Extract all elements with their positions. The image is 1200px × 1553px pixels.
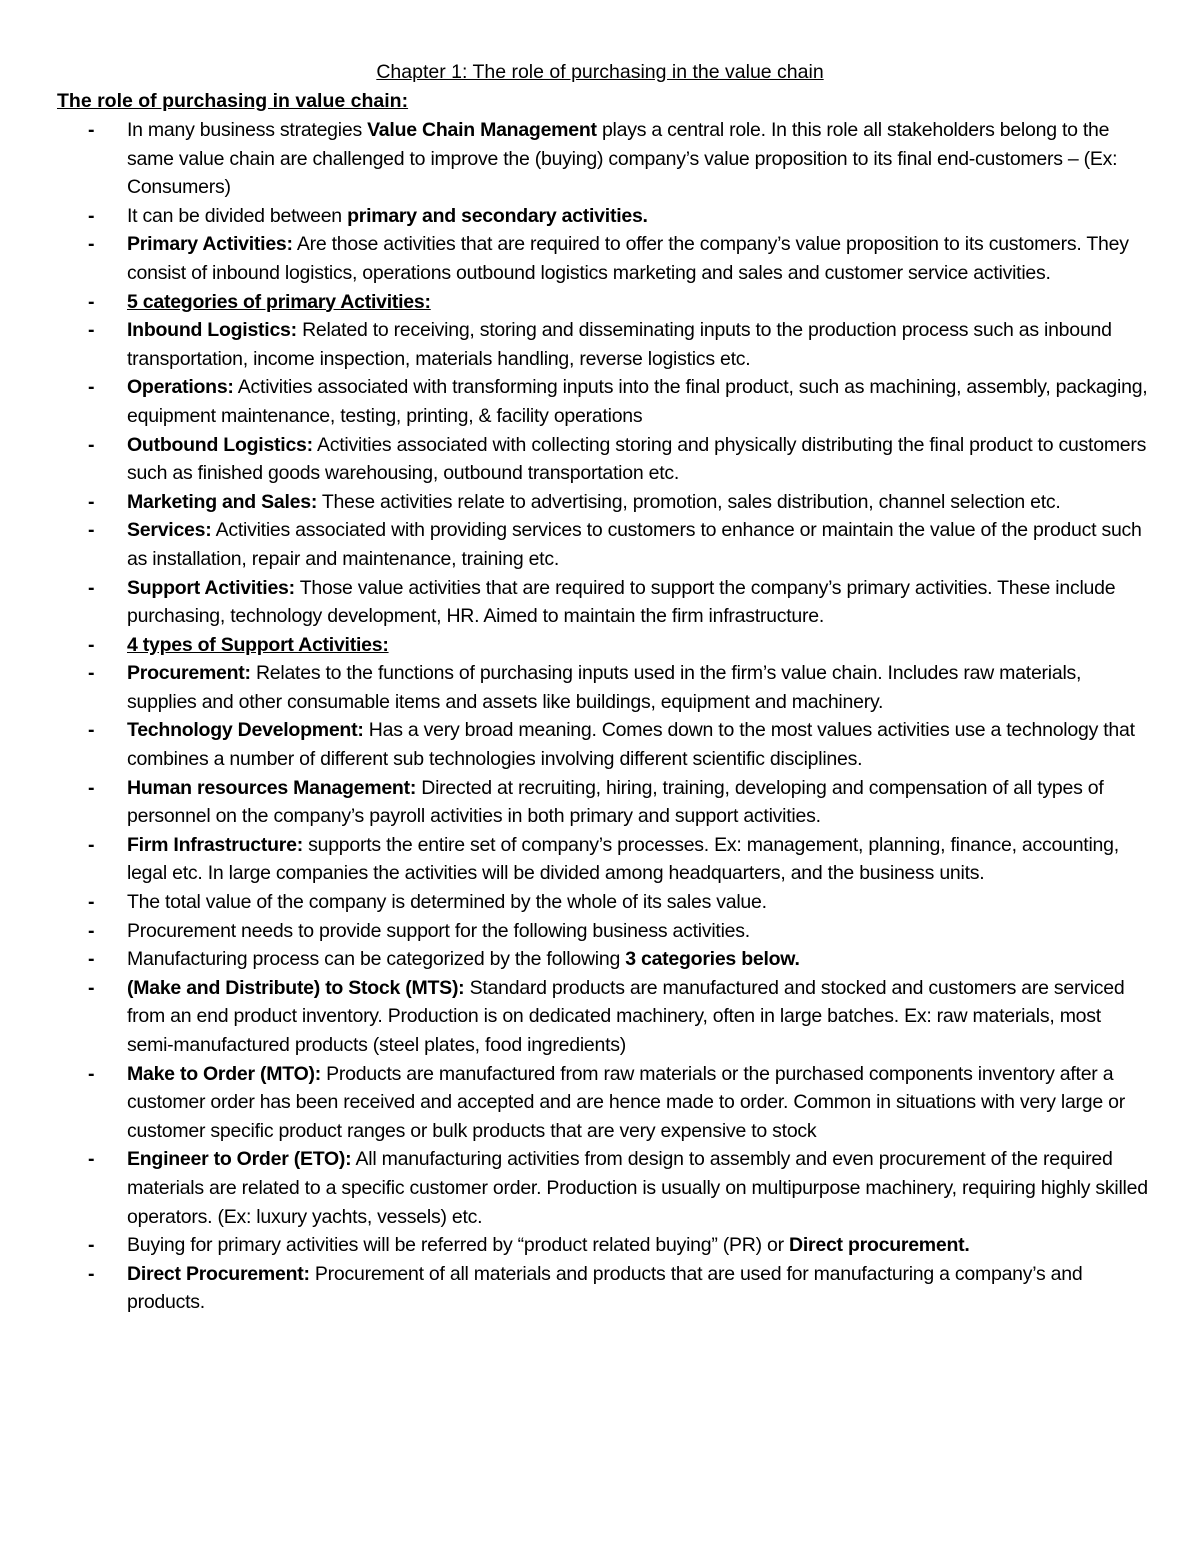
- list-item: - Engineer to Order (ETO): All manufacturing activities from design to assembly and even procurement of the required materials are related to a specific customer order. Production is usually on multipurpose machinery, requiring highly skilled operators. (Ex: luxury yachts, vessels) etc.: [0, 1145, 1200, 1231]
- list-item-subheading: - 4 types of Support Activities:: [0, 631, 1200, 660]
- list-item: - In many business strategies Value Chain Management plays a central role. In this role all stakeholders belong to the same value chain are challenged to improve the (buying) company’s value proposition to its final end-customers – (Ex: Consumers): [0, 116, 1200, 202]
- list-item: - Manufacturing process can be categorized by the following 3 categories below.: [0, 945, 1200, 974]
- list-item: - The total value of the company is determined by the whole of its sales value.: [0, 888, 1200, 917]
- list-item-subheading: - 5 categories of primary Activities:: [0, 288, 1200, 317]
- section-heading: The role of purchasing in value chain:: [57, 90, 409, 112]
- list-item: - Human resources Management: Directed at recruiting, hiring, training, developing and compensation of all types of personnel on the company’s payroll activities in both primary and support activities.: [0, 774, 1200, 831]
- list-item: - Direct Procurement: Procurement of all materials and products that are used for manufacturing a company’s and products.: [0, 1260, 1200, 1317]
- list-item: - Procurement needs to provide support for the following business activities.: [0, 917, 1200, 946]
- list-item: - It can be divided between primary and secondary activities.: [0, 202, 1200, 231]
- list-item: - Services: Activities associated with providing services to customers to enhance or maintain the value of the product such as installation, repair and maintenance, training etc.: [0, 516, 1200, 573]
- list-item: - Technology Development: Has a very broad meaning. Comes down to the most values activities use a technology that combines a number of different sub technologies involving different scientific disciplines.: [0, 716, 1200, 773]
- bullet-list: [0, 116, 1200, 1317]
- list-item: - Procurement: Relates to the functions of purchasing inputs used in the firm’s value chain. Includes raw materials, supplies and other consumable items and assets like buildings, equipment and machinery.: [0, 659, 1200, 716]
- list-item: - Operations: Activities associated with transforming inputs into the final product, such as machining, assembly, packaging, equipment maintenance, testing, printing, & facility operations: [0, 373, 1200, 430]
- list-item: - Firm Infrastructure: supports the entire set of company’s processes. Ex: management, planning, finance, accounting, legal etc. In large companies the activities will be divided among headquarters, and the business units.: [0, 831, 1200, 888]
- list-item: - Support Activities: Those value activities that are required to support the company’s primary activities. These include purchasing, technology development, HR. Aimed to maintain the firm infrastructure.: [0, 574, 1200, 631]
- list-item: - Marketing and Sales: These activities relate to advertising, promotion, sales distribution, channel selection etc.: [0, 488, 1200, 517]
- document-title: Chapter 1: The role of purchasing in the value chain: [376, 61, 824, 83]
- list-item: - Buying for primary activities will be referred by “product related buying” (PR) or Direct procurement.: [0, 1231, 1200, 1260]
- list-item: - Outbound Logistics: Activities associated with collecting storing and physically distributing the final product to customers such as finished goods warehousing, outbound transportation etc.: [0, 431, 1200, 488]
- list-item: - Primary Activities: Are those activities that are required to offer the company’s value proposition to its customers. They consist of inbound logistics, operations outbound logistics marketing and sales and customer service activities.: [0, 230, 1200, 287]
- list-item: - Make to Order (MTO): Products are manufactured from raw materials or the purchased components inventory after a customer order has been received and accepted and are hence made to order. Common in situations with very large or customer specific product ranges or bulk products that are very expensive to stock: [0, 1060, 1200, 1146]
- list-item: - Inbound Logistics: Related to receiving, storing and disseminating inputs to the production process such as inbound transportation, income inspection, materials handling, reverse logistics etc.: [0, 316, 1200, 373]
- list-item: - (Make and Distribute) to Stock (MTS): Standard products are manufactured and stocked and customers are serviced from an end product inventory. Production is on dedicated machinery, often in large batches. Ex: raw materials, most semi-manufactured products (steel plates, food ingredients): [0, 974, 1200, 1060]
